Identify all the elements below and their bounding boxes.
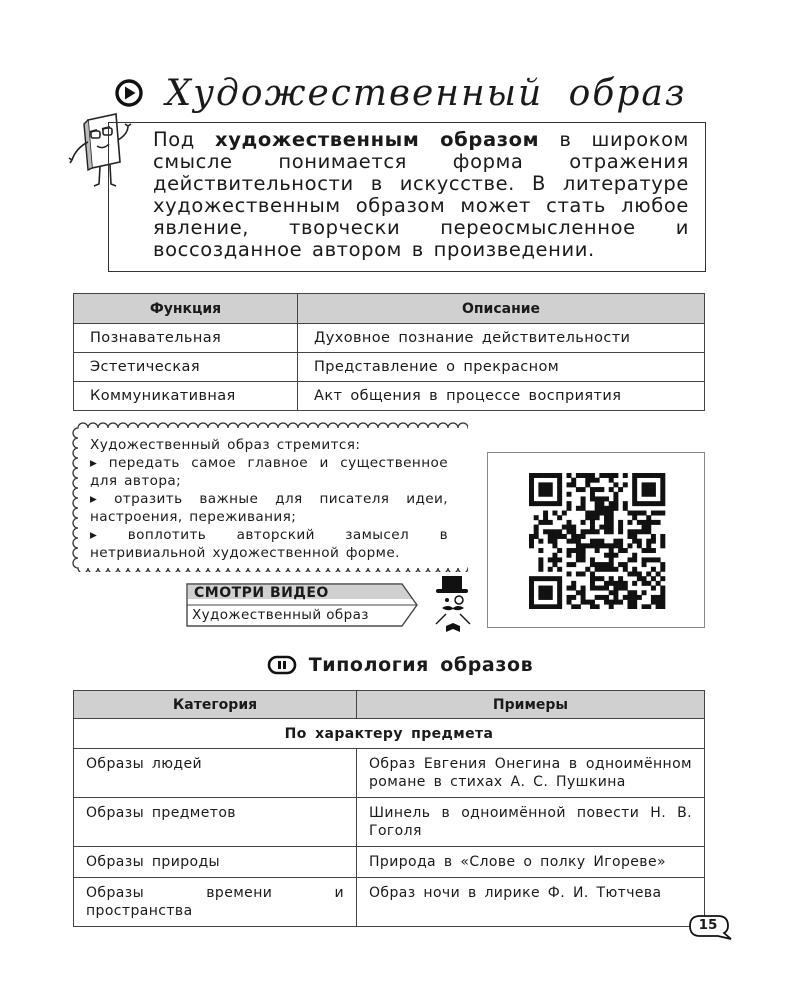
page-title: Художественный образ bbox=[165, 72, 687, 114]
note-box bbox=[72, 422, 468, 572]
table-cell: Представление о прекрасном bbox=[298, 353, 705, 382]
table-row bbox=[74, 382, 705, 411]
table-cell: Акт общения в процессе восприятия bbox=[298, 382, 705, 411]
functions-table bbox=[73, 293, 705, 411]
gentleman-icon bbox=[428, 574, 478, 634]
table-cell: Образ ночи в лирике Ф. И. Тютчева bbox=[357, 878, 705, 927]
table-group-row bbox=[74, 719, 705, 749]
video-title: Художественный образ bbox=[192, 607, 369, 623]
definition-body: в широком смысле понимается форма отражения действительности в искусстве. В литературе художественным образом может стать любое явление, творчески переосмысленное и воссозданное автором в произведении. bbox=[153, 128, 689, 261]
note-item-text: отразить важные для писателя идеи, настроения, переживания; bbox=[90, 491, 448, 525]
play-circle-icon bbox=[114, 78, 144, 108]
table-row bbox=[74, 847, 705, 878]
note-item-text: воплотить авторский замысел в нетривиальной художественной форме. bbox=[90, 527, 448, 561]
bullet-icon: ▸ bbox=[90, 491, 98, 507]
definition-box bbox=[108, 122, 706, 272]
column-header: Примеры bbox=[357, 691, 705, 719]
section-title: Типология образов bbox=[308, 654, 534, 676]
group-label: По характеру предмета bbox=[74, 719, 705, 749]
table-row bbox=[74, 324, 705, 353]
video-label: СМОТРИ ВИДЕО bbox=[194, 585, 329, 601]
page-title-row bbox=[0, 68, 800, 118]
column-header: Описание bbox=[298, 294, 705, 324]
table-cell: Образы времени и пространства bbox=[74, 878, 357, 927]
note-text bbox=[90, 436, 448, 562]
table-cell: Образы людей bbox=[74, 749, 357, 798]
typology-table bbox=[73, 690, 705, 927]
pause-icon bbox=[267, 655, 297, 675]
table-row bbox=[74, 878, 705, 927]
note-lead: Художественный образ стремится: bbox=[90, 437, 361, 453]
page-number-badge bbox=[688, 914, 732, 940]
table-cell: Образ Евгения Онегина в одноимённом романе в стихах А. С. Пушкина bbox=[357, 749, 705, 798]
table-row bbox=[74, 749, 705, 798]
table-cell: Познавательная bbox=[74, 324, 298, 353]
column-header: Функция bbox=[74, 294, 298, 324]
table-header-row bbox=[74, 294, 705, 324]
table-row bbox=[74, 798, 705, 847]
table-cell: Природа в «Слове о полку Игореве» bbox=[357, 847, 705, 878]
definition-text bbox=[153, 129, 689, 261]
page-number: 15 bbox=[698, 917, 718, 933]
note-item bbox=[90, 454, 448, 490]
note-item bbox=[90, 490, 448, 526]
note-item-text: передать самое главное и существенное для автора; bbox=[90, 455, 448, 489]
table-cell: Духовное познание действительности bbox=[298, 324, 705, 353]
qr-code-box[interactable] bbox=[487, 452, 705, 628]
table-cell: Образы природы bbox=[74, 847, 357, 878]
bullet-icon: ▸ bbox=[90, 455, 98, 471]
table-cell: Эстетическая bbox=[74, 353, 298, 382]
bullet-icon: ▸ bbox=[90, 527, 98, 543]
table-header-row bbox=[74, 691, 705, 719]
qr-code-icon[interactable] bbox=[516, 473, 678, 609]
note-item bbox=[90, 526, 448, 562]
watch-video-link[interactable] bbox=[186, 583, 418, 627]
definition-term: художественным образом bbox=[215, 128, 540, 151]
table-cell: Коммуникативная bbox=[74, 382, 298, 411]
section-title-row bbox=[0, 648, 800, 682]
table-cell: Образы предметов bbox=[74, 798, 357, 847]
table-row bbox=[74, 353, 705, 382]
definition-prefix: Под bbox=[153, 128, 216, 151]
table-cell: Шинель в одноимённой повести Н. В. Гоголя bbox=[357, 798, 705, 847]
column-header: Категория bbox=[74, 691, 357, 719]
